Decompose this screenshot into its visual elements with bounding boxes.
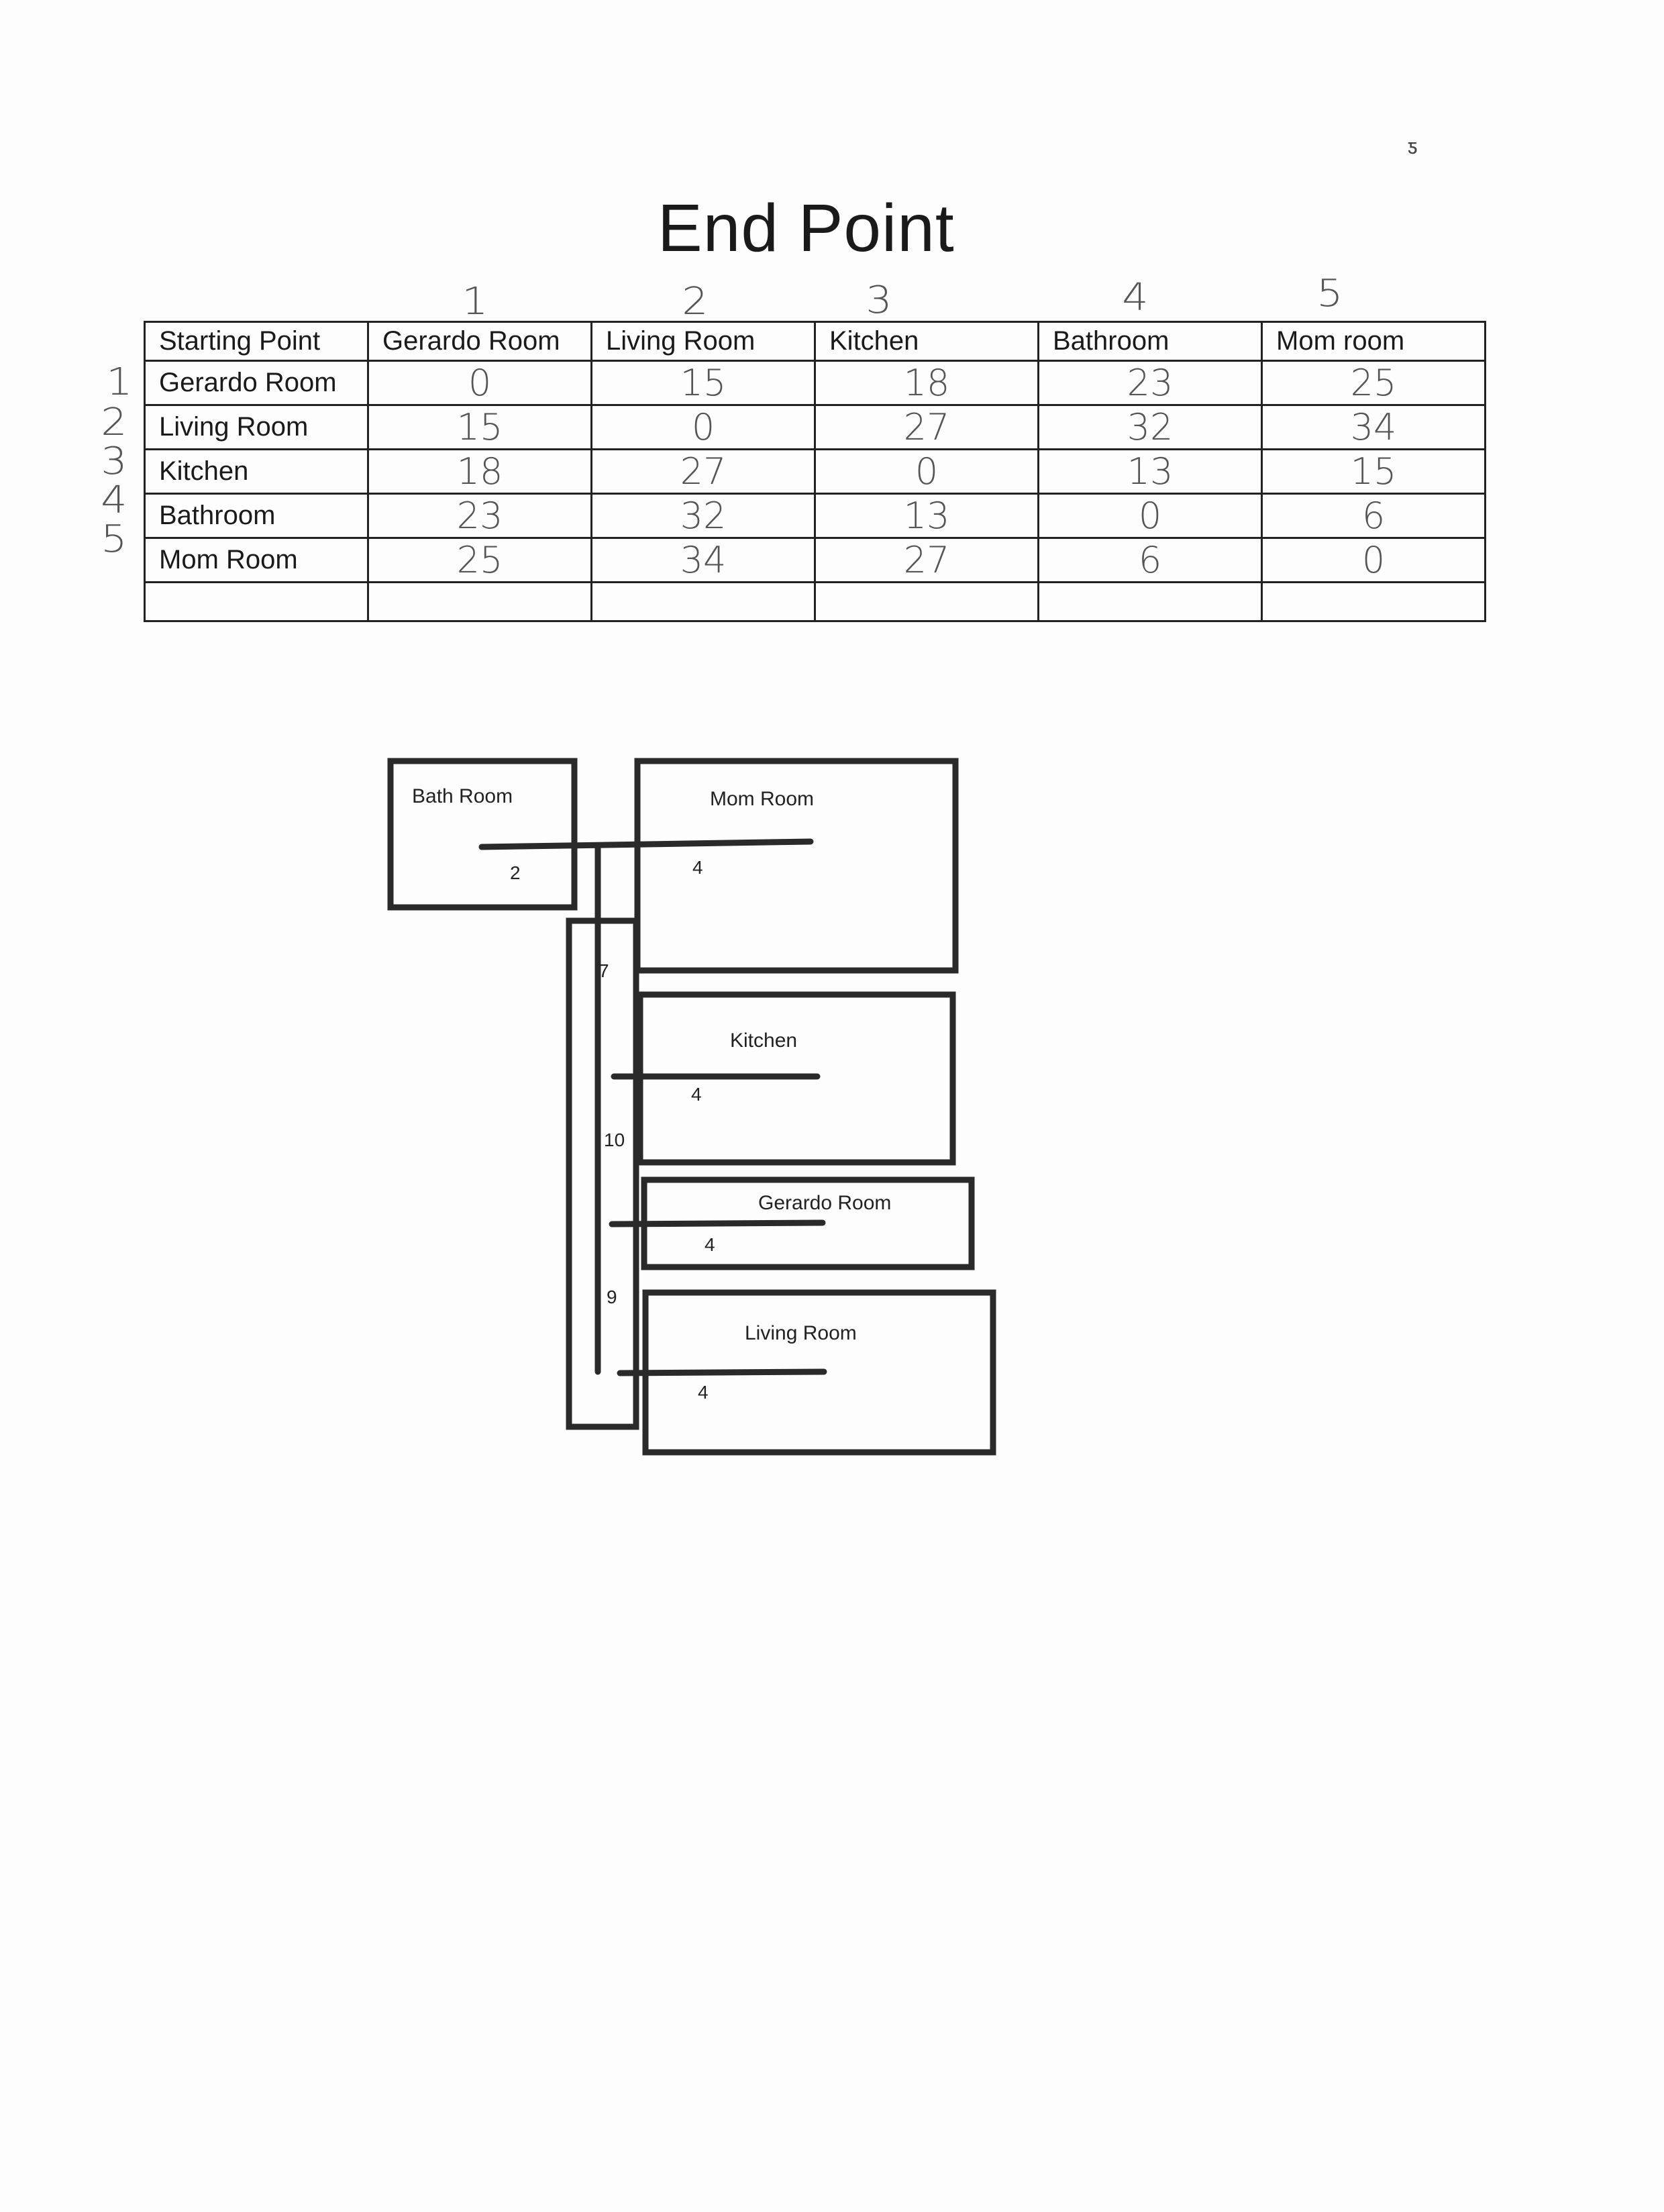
distance-cell: 25 — [1262, 361, 1486, 405]
header-cell: Bathroom — [1039, 322, 1262, 361]
row-label: Gerardo Room — [145, 361, 368, 405]
row-label: Living Room — [145, 405, 368, 450]
distance-label: 4 — [705, 1234, 715, 1255]
distance-cell: 25 — [368, 538, 592, 583]
distance-cell: 0 — [1262, 538, 1486, 583]
distance-cell: 18 — [368, 450, 592, 494]
distance-cell: 34 — [1262, 405, 1486, 450]
column-number: 4 — [1122, 276, 1149, 319]
distance-cell: 27 — [815, 538, 1039, 583]
distance-cell: 6 — [1262, 494, 1486, 538]
distance-cell: 15 — [592, 361, 815, 405]
bathroom-box — [391, 761, 574, 907]
column-number: 5 — [1316, 272, 1343, 315]
distance-cell: 13 — [1039, 450, 1262, 494]
distance-label: 7 — [599, 960, 609, 981]
row-label: Mom Room — [145, 538, 368, 583]
row-number: 1 — [106, 360, 133, 404]
column-number: 3 — [866, 279, 892, 322]
room-label-kitchen: Kitchen — [730, 1029, 798, 1052]
distance-cell: 27 — [592, 450, 815, 494]
row-number: 3 — [101, 440, 127, 483]
distance-cell: 23 — [368, 494, 592, 538]
distance-cell: 34 — [592, 538, 815, 583]
bathroom-mom-path — [482, 842, 811, 847]
distance-cell: 13 — [815, 494, 1039, 538]
page-title: End Point — [658, 191, 955, 266]
gerardo-path — [612, 1223, 823, 1224]
distance-cell: 6 — [1039, 538, 1262, 583]
row-number: 2 — [101, 401, 127, 444]
corner-mark: ƽ — [1408, 134, 1418, 158]
room-label-gerardo-room: Gerardo Room — [758, 1192, 892, 1214]
distance-cell: 0 — [592, 405, 815, 450]
distance-cell: 0 — [815, 450, 1039, 494]
distance-cell: 27 — [815, 405, 1039, 450]
distance-cell: 32 — [1039, 405, 1262, 450]
distance-label: 9 — [607, 1287, 617, 1307]
distance-cell: 0 — [1039, 494, 1262, 538]
room-label-living-room: Living Room — [745, 1322, 857, 1344]
column-number: 1 — [462, 280, 488, 323]
hallway-box — [569, 921, 636, 1427]
distance-label: 2 — [510, 862, 521, 883]
header-cell: Mom room — [1262, 322, 1486, 361]
distance-cell: 15 — [368, 405, 592, 450]
distance-label: 4 — [691, 1084, 702, 1105]
distance-cell: 18 — [815, 361, 1039, 405]
living-path — [620, 1372, 824, 1373]
header-cell: Starting Point — [145, 322, 368, 361]
row-number: 5 — [101, 517, 127, 561]
distance-label: 4 — [698, 1382, 709, 1403]
room-label-bathroom: Bath Room — [412, 785, 513, 807]
distance-cell: 32 — [592, 494, 815, 538]
row-label: Bathroom — [145, 494, 368, 538]
room-label-mom-room: Mom Room — [710, 788, 815, 810]
distance-cell: 0 — [368, 361, 592, 405]
row-label: Kitchen — [145, 450, 368, 494]
header-cell: Gerardo Room — [368, 322, 592, 361]
column-number: 2 — [682, 280, 709, 323]
header-cell: Kitchen — [815, 322, 1039, 361]
row-number: 4 — [101, 479, 127, 522]
distance-cell: 15 — [1262, 450, 1486, 494]
distance-label: 10 — [604, 1129, 625, 1150]
header-cell: Living Room — [592, 322, 815, 361]
distance-cell: 23 — [1039, 361, 1262, 405]
distance-label: 4 — [692, 857, 703, 878]
